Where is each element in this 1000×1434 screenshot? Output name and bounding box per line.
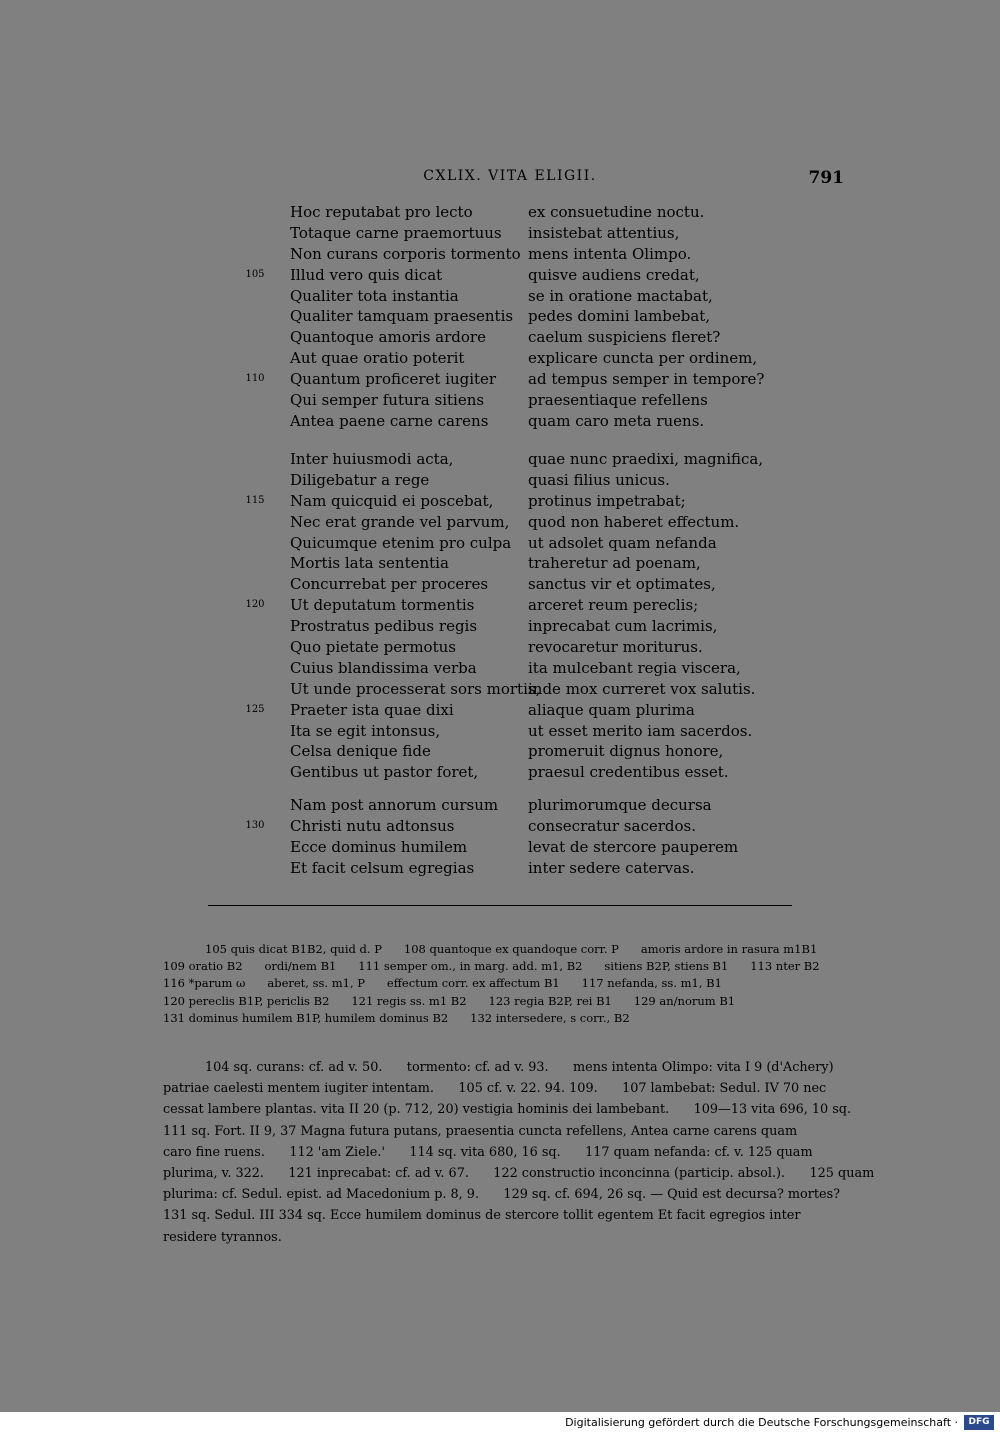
first-hemistich: Diligebatur a rege	[290, 470, 430, 489]
apparatus-line: 105 quis dicat B1B2, quid d. P 108 quantoque ex quandoque corr. P amoris ardore in rasura m1B1	[205, 942, 818, 956]
verse-stanza	[0, 449, 1000, 783]
second-hemistich: ad tempus semper in tempore?	[528, 370, 765, 389]
second-hemistich: protinus impetrabat;	[528, 491, 686, 510]
second-hemistich: revocaretur moriturus.	[528, 638, 703, 657]
verse-stanza	[0, 202, 1000, 432]
second-hemistich: inprecabat cum lacrimis,	[528, 617, 718, 636]
first-hemistich: Quo pietate permotus	[290, 638, 456, 657]
first-hemistich: Celsa denique fide	[290, 742, 431, 761]
commentary-line: 111 sq. Fort. II 9, 37 Magna futura putans, praesentia cuncta refellens, Antea carne carens quam	[163, 1123, 798, 1139]
second-hemistich: inde mox curreret vox salutis.	[528, 679, 756, 698]
verse-line	[0, 491, 1000, 512]
page-header	[0, 168, 1000, 192]
verse-line	[0, 553, 1000, 574]
funding-credit: Digitalisierung gefördert durch die Deutsche Forschungsgemeinschaft ·	[565, 1416, 958, 1429]
apparatus-line: 120 pereclis B1P, periclis B2 121 regis ss. m1 B2 123 regia B2P, rei B1 129 an/norum B1	[163, 993, 736, 1008]
second-hemistich: quod non haberet effectum.	[528, 512, 740, 531]
verse-line	[0, 369, 1000, 390]
verse-line	[0, 223, 1000, 244]
second-hemistich: consecratur sacerdos.	[528, 816, 696, 835]
first-hemistich: Nam quicquid ei poscebat,	[290, 491, 494, 510]
verse-line	[0, 202, 1000, 223]
second-hemistich: promeruit dignus honore,	[528, 742, 724, 761]
first-hemistich: Hoc reputabat pro lecto	[290, 203, 473, 221]
verse-line	[0, 470, 1000, 491]
verse-line	[0, 679, 1000, 700]
first-hemistich: Cuius blandissima verba	[290, 658, 477, 677]
dfg-logo: DFG	[964, 1415, 994, 1430]
verse-line	[0, 286, 1000, 307]
second-hemistich: ita mulcebant regia viscera,	[528, 658, 741, 677]
verse-line	[0, 574, 1000, 595]
apparatus-line: 131 dominus humilem B1P, humilem dominus B2 132 intersedere, s corr., B2	[163, 1010, 630, 1025]
second-hemistich: arceret reum pereclis;	[528, 596, 699, 615]
line-number: 105	[245, 268, 265, 280]
second-hemistich: traheretur ad poenam,	[528, 554, 701, 573]
first-hemistich: Ut deputatum tormentis	[290, 596, 475, 615]
first-hemistich: Prostratus pedibus regis	[290, 617, 478, 636]
second-hemistich: inter sedere catervas.	[528, 858, 695, 877]
first-hemistich: Concurrebat per proceres	[290, 575, 489, 594]
critical-apparatus	[163, 941, 835, 1027]
line-number: 110	[245, 373, 265, 385]
verse-line	[0, 244, 1000, 265]
footnote-divider	[208, 905, 792, 906]
first-hemistich: Qui semper futura sitiens	[290, 391, 485, 410]
verse-line	[0, 533, 1000, 554]
line-number: 125	[245, 703, 265, 715]
second-hemistich: quasi filius unicus.	[528, 470, 670, 489]
first-hemistich: Inter huiusmodi acta,	[290, 450, 454, 468]
verse-line	[0, 390, 1000, 411]
verse-line	[0, 816, 1000, 837]
verse-line	[0, 306, 1000, 327]
commentary-line: cessat lambere plantas. vita II 20 (p. 712, 20) vestigia hominis dei lambebant. 109—13 vita 696, 10 sq.	[163, 1102, 852, 1118]
second-hemistich: insistebat attentius,	[528, 223, 680, 242]
second-hemistich: quam caro meta ruens.	[528, 411, 705, 430]
second-hemistich: praesentiaque refellens	[528, 391, 708, 410]
verse-line	[0, 658, 1000, 679]
second-hemistich: mens intenta Olimpo.	[528, 244, 692, 263]
first-hemistich: Nam post annorum cursum	[290, 796, 499, 814]
second-hemistich: ex consuetudine noctu.	[528, 203, 705, 221]
second-hemistich: quisve audiens credat,	[528, 265, 700, 284]
first-hemistich: Illud vero quis dicat	[290, 265, 443, 284]
commentary-line: 131 sq. Sedul. III 334 sq. Ecce humilem dominus de stercore tollit egentem Et facit egregios inter	[163, 1208, 801, 1224]
verse-line	[0, 795, 1000, 816]
page-number: 791	[808, 168, 844, 188]
verse-line	[0, 616, 1000, 637]
commentary-line: patriae caelesti mentem iugiter intentam. 105 cf. v. 22. 94. 109. 107 lambebat: Sedul. IV 70 nec	[163, 1081, 827, 1097]
commentary-line: 104 sq. curans: cf. ad v. 50. tormento: cf. ad v. 93. mens intenta Olimpo: vita I 9 (d'Achery)	[205, 1060, 834, 1075]
verse-line	[0, 762, 1000, 783]
commentary-line: caro fine ruens. 112 'am Ziele.' 114 sq. vita 680, 16 sq. 117 quam nefanda: cf. v. 125 quam	[163, 1144, 813, 1160]
apparatus-line: 109 oratio B2 ordi/nem B1 111 semper om., in marg. add. m1, B2 sitiens B2P, stiens B1 113 nter B2	[163, 959, 820, 974]
first-hemistich: Nec erat grande vel parvum,	[290, 512, 510, 531]
first-hemistich: Qualiter tamquam praesentis	[290, 307, 514, 326]
first-hemistich: Non curans corporis tormento	[290, 244, 521, 263]
verse-line	[0, 327, 1000, 348]
second-hemistich: ut adsolet quam nefanda	[528, 533, 717, 552]
verse-line	[0, 512, 1000, 533]
line-number: 130	[245, 819, 265, 831]
commentary-line: residere tyrannos.	[163, 1229, 282, 1245]
first-hemistich: Ecce dominus humilem	[290, 837, 468, 856]
second-hemistich: praesul credentibus esset.	[528, 763, 729, 782]
verse-line	[0, 449, 1000, 470]
verse-line	[0, 637, 1000, 658]
first-hemistich: Totaque carne praemortuus	[290, 223, 502, 242]
verse-line	[0, 741, 1000, 762]
verse-stanza	[0, 795, 1000, 879]
first-hemistich: Aut quae oratio poterit	[290, 349, 465, 368]
first-hemistich: Ita se egit intonsus,	[290, 721, 441, 740]
first-hemistich: Quantum proficeret iugiter	[290, 370, 497, 389]
first-hemistich: Gentibus ut pastor foret,	[290, 763, 479, 782]
verse-line	[0, 700, 1000, 721]
second-hemistich: quae nunc praedixi, magnifica,	[528, 450, 764, 468]
commentary-notes	[163, 1057, 875, 1248]
second-hemistich: explicare cuncta per ordinem,	[528, 349, 758, 368]
verse-line	[0, 411, 1000, 432]
first-hemistich: Quicumque etenim pro culpa	[290, 533, 512, 552]
first-hemistich: Quantoque amoris ardore	[290, 328, 486, 347]
commentary-line: plurima: cf. Sedul. epist. ad Macedonium p. 8, 9. 129 sq. cf. 694, 26 sq. — Quid est decursa? mortes?	[163, 1187, 841, 1203]
first-hemistich: Praeter ista quae dixi	[290, 700, 454, 719]
verse-line	[0, 837, 1000, 858]
verse-line	[0, 265, 1000, 286]
digitization-footer	[0, 1412, 1000, 1434]
running-title: CXLIX. VITA ELIGII.	[423, 168, 597, 184]
first-hemistich: Mortis lata sententia	[290, 554, 449, 573]
second-hemistich: levat de stercore pauperem	[528, 837, 739, 856]
line-number: 120	[245, 599, 265, 611]
first-hemistich: Christi nutu adtonsus	[290, 816, 455, 835]
verse-line	[0, 858, 1000, 879]
verse-line	[0, 595, 1000, 616]
second-hemistich: se in oratione mactabat,	[528, 286, 713, 305]
second-hemistich: sanctus vir et optimates,	[528, 575, 716, 594]
first-hemistich: Ut unde processerat sors mortis,	[290, 679, 541, 698]
first-hemistich: Qualiter tota instantia	[290, 286, 459, 305]
verse-line	[0, 348, 1000, 369]
second-hemistich: ut esset merito iam sacerdos.	[528, 721, 753, 740]
verse-line	[0, 721, 1000, 742]
second-hemistich: pedes domini lambebat,	[528, 307, 711, 326]
second-hemistich: aliaque quam plurima	[528, 700, 695, 719]
apparatus-line: 116 *parum ω aberet, ss. m1, P effectum corr. ex affectum B1 117 nefanda, ss. m1, B1	[163, 976, 722, 991]
first-hemistich: Antea paene carne carens	[290, 411, 489, 430]
second-hemistich: caelum suspiciens fleret?	[528, 328, 721, 347]
second-hemistich: plurimorumque decursa	[528, 796, 712, 814]
line-number: 115	[245, 494, 265, 506]
commentary-line: plurima, v. 322. 121 inprecabat: cf. ad v. 67. 122 constructio inconcinna (particip. absol.). 125 quam	[163, 1166, 875, 1182]
first-hemistich: Et facit celsum egregias	[290, 858, 475, 877]
